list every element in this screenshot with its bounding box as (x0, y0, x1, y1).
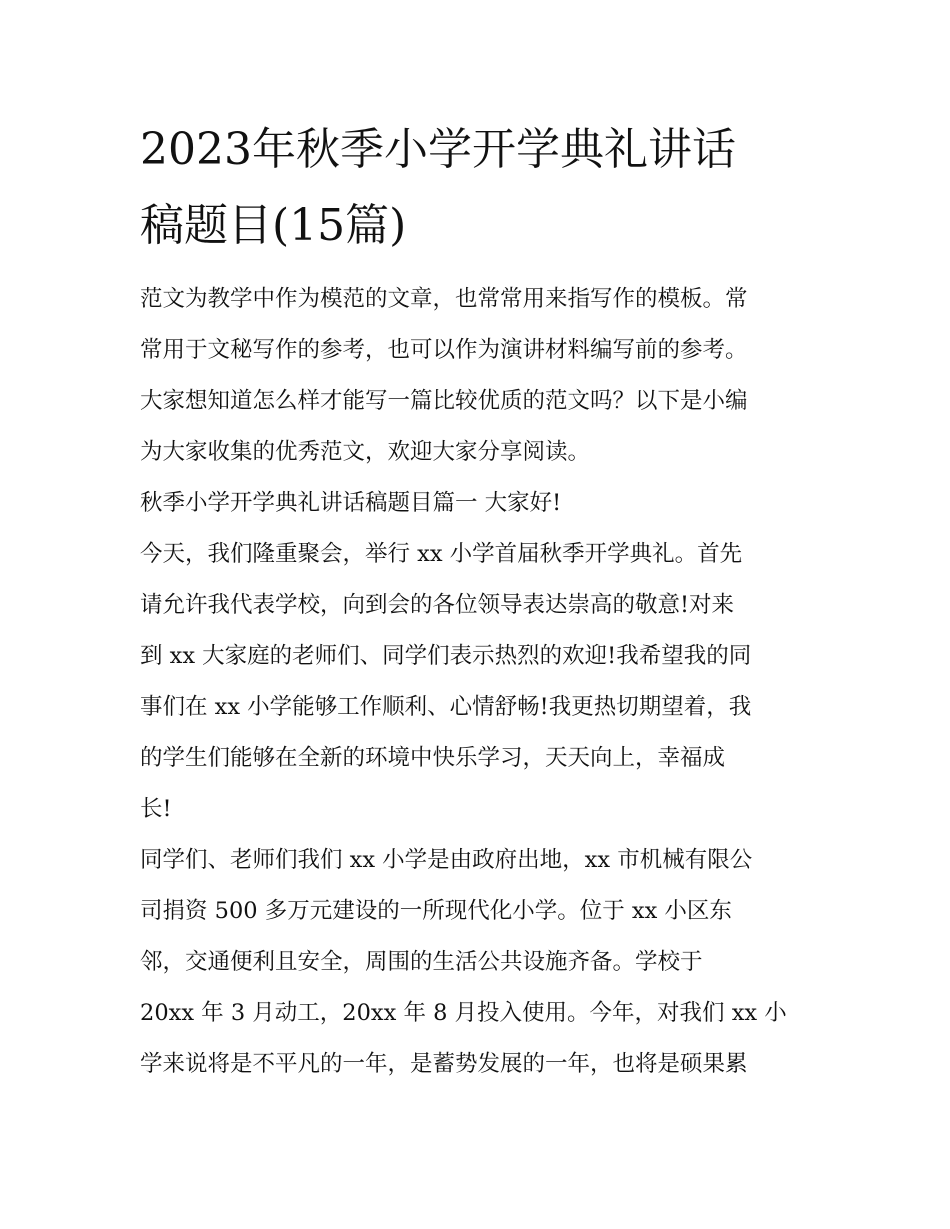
body-line: 到 xx 大家庭的老师们、同学们表示热烈的欢迎!我希望我的同 (140, 643, 752, 669)
document-body (140, 274, 820, 1090)
body-line: 学来说将是不平凡的一年，是蓄势发展的一年，也将是硕果累 (140, 1051, 748, 1077)
body-line: 邻，交通便利且安全，周围的生活公共设施齐备。学校于 (140, 949, 703, 975)
body-line: 长! (140, 796, 172, 822)
section-heading-line: 秋季小学开学典礼讲话稿题目篇一 大家好! (140, 490, 562, 516)
body-line: 常用于文秘写作的参考，也可以作为演讲材料编写前的参考。 (140, 337, 748, 363)
body-line: 司捐资 500 多万元建设的一所现代化小学。位于 xx 小区东 (140, 898, 732, 924)
body-line: 大家想知道怎么样才能写一篇比较优质的范文吗？以下是小编 (140, 388, 748, 414)
title-line-1: 2023年秋季小学开学典礼讲话 (140, 124, 736, 175)
body-line: 20xx 年 3 月动工，20xx 年 8 月投入使用。今年，对我们 xx 小 (140, 1000, 787, 1026)
body-line: 范文为教学中作为模范的文章，也常常用来指写作的模板。常 (140, 286, 748, 312)
body-line: 事们在 xx 小学能够工作顺利、心情舒畅!我更热切期望着，我 (140, 694, 752, 720)
document-title (140, 112, 820, 264)
body-line: 为大家收集的优秀范文，欢迎大家分享阅读。 (140, 439, 591, 465)
body-line: 请允许我代表学校，向到会的各位领导表达崇高的敬意!对来 (140, 592, 735, 618)
body-line: 今天，我们隆重聚会，举行 xx 小学首届秋季开学典礼。首先 (140, 541, 743, 567)
title-line-2: 稿题目(15篇) (140, 200, 407, 251)
body-line: 的学生们能够在全新的环境中快乐学习，天天向上，幸福成 (140, 745, 726, 771)
body-line: 同学们、老师们我们 xx 小学是由政府出地，xx 市机械有限公 (140, 847, 753, 873)
